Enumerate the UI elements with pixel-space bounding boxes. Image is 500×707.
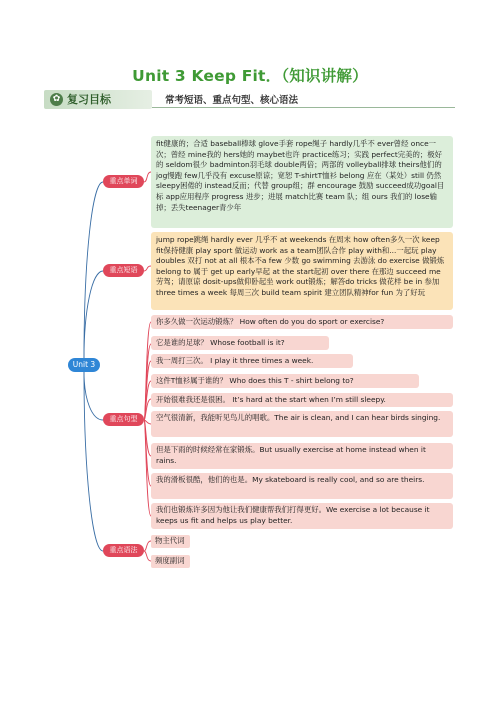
connector-grammar-1 — [144, 541, 151, 551]
connector-phrases-box — [144, 266, 151, 271]
phrases-box: jump rope跳绳 hardly ever 几乎不 at weekends 在周末 how often多久一次 keep fit保持健康 play sport 做运动 work as a team团队合作 play with和...一起玩 play doubles 双打 not at all 根本不a few 少数 go swimming 去游泳 do exercise 做锻炼 belong to 属于 get up early早起 at the start起初 over there 在那边 succeed me劳驾；请原谅 dosit-ups做仰卧起坐 work out锻炼；解答do tricks 做花样 be in 参加 three times a week 每周三次 build team spirit 建立团队精神for fun 为了好玩 — [151, 232, 453, 310]
branch-grammar: 重点语法 — [103, 544, 144, 557]
page-title: Unit 3 Keep Fit．（知识讲解） — [132, 67, 368, 85]
branch-phrases: 重点短语 — [103, 264, 144, 277]
connector-vocab-box — [144, 172, 151, 182]
vocab-box: fit健康的；合适 baseball棒球 glove手套 rope绳子 hardly几乎不 ever曾经 once一次；曾经 mine我的 hers她的 maybet也许 practice练习；实践 perfect完美的；极好的 seldom很少 badminton羽毛球 double两倍；两部的 volleyball排球 theirs他们的 jog慢跑 few几乎没有 excuse原谅；宽恕 T-shirtT恤衫 belong 应在（某处）still 仍然 sleepy困倦的 instead反而；代替 group组；群 encourage 鼓励 succeed成功goal目标 app应用程序 progress 进步；进展 match比赛 team 队；组 ours 我们的 lose输掉；丢失teenager青少年 — [151, 136, 453, 228]
connector-sentences — [84, 372, 103, 420]
sentence-item: 我们也锻炼许多因为他让我们健康帮我们打得更好。We exercise a lot because it keeps us fit and helps us play better. — [151, 503, 453, 529]
connector-grammar-2 — [144, 551, 151, 561]
sentence-item: 空气很清新，我能听见鸟儿的唱歌。The air is clean, and I can hear birds singing. — [151, 411, 453, 437]
sentence-item: 开始很难我还是很困。 It’s hard at the start when I’m still sleepy. — [151, 393, 453, 407]
sentence-item: 你多久做一次运动锻炼？ How often do you do sport or exercise? — [151, 315, 453, 329]
sentence-item: 我一周打三次。 I play it three times a week. — [151, 354, 353, 368]
grammar-item: 物主代词 — [151, 535, 190, 548]
grammar-item: 频度副词 — [151, 555, 190, 568]
sentence-item: 它是谁的足球？ Whose football is it? — [151, 336, 329, 350]
sentence-item: 我的滑板很酷，他们的也是。My skateboard is really cool, and so are theirs. — [151, 473, 453, 499]
sentence-item: 但是下雨的时候经常在家锻炼。But usually exercise at home instead when it rains. — [151, 443, 453, 469]
banner-label: 复习目标 — [67, 93, 111, 106]
sentence-item: 这件T恤衫属于谁的？ Who does this T - shirt belong to? — [151, 374, 419, 388]
connector-phrases — [84, 271, 103, 358]
branch-vocab: 重点单词 — [103, 175, 144, 188]
banner-subtitle: 常考短语、重点句型、核心语法 — [165, 95, 299, 106]
connector-vocab — [84, 182, 103, 358]
branch-sentences: 重点句型 — [103, 413, 144, 426]
root-node: Unit 3 — [68, 358, 100, 372]
flower-icon: ✿ — [50, 93, 63, 106]
